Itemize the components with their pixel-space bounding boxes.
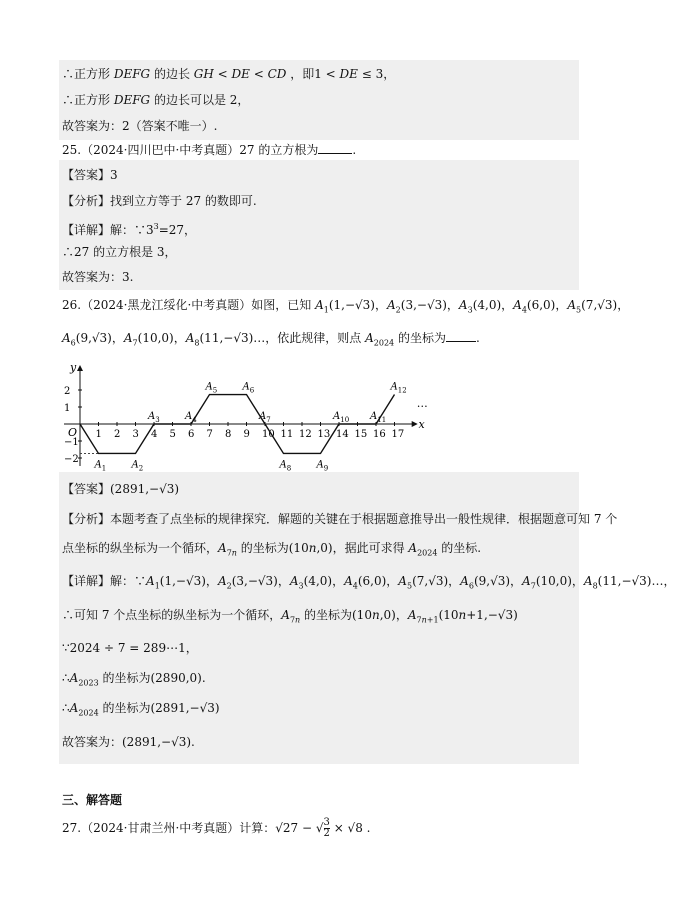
- point-label-a7: $A_7$: [259, 411, 271, 424]
- x-tick-label: 7: [206, 429, 213, 440]
- q26-answer: 【答案】(2891,−√3): [62, 482, 180, 496]
- y-tick-label: 2: [64, 386, 71, 397]
- x-tick-label: 4: [151, 429, 158, 440]
- q26-final: 故答案为：(2891,−√3).: [62, 735, 195, 749]
- x-tick-label: 10: [262, 429, 275, 440]
- x-tick-label: 6: [188, 429, 195, 440]
- q26-detail-1: 【详解】解：$\because A_1(1,-√3)$，$A_2(3,-√3)$，$A_3(4,0)$，$A_4(6,0)$，$A_5(7,√3)$，$A_6(9,√3)$，$A_7(10,0)$，$A_8(11,-√3)\dots$，: [62, 574, 675, 591]
- q25-analysis: 【分析】找到立方等于 27 的数即可.: [62, 194, 257, 208]
- x-tick-label: 5: [169, 429, 176, 440]
- x-tick-label: 16: [373, 429, 386, 440]
- x-tick-label: 13: [317, 429, 331, 440]
- y-tick-label: −1: [64, 437, 79, 448]
- q25-stem: 25.（2024·四川巴中·中考真题）27 的立方根为 .: [62, 143, 357, 157]
- q26-detail-3: ∵2024 ÷ 7 = 289⋯1，: [62, 641, 198, 655]
- q27-stem: 27.（2024·甘肃兰州·中考真题）计算：√27 − √ $\frac{3}{2}$ × √8 .: [62, 817, 371, 839]
- point-label-a4: $A_4$: [185, 411, 197, 424]
- coordinate-figure: [58, 361, 428, 473]
- prev-line-2: ∴正方形 DEFG 的边长可以是 2，: [62, 93, 250, 107]
- x-tick-label: 2: [114, 429, 121, 440]
- q26-detail-4: $\therefore A_{2023}$ 的坐标为(2890,0).: [62, 671, 206, 688]
- x-tick-label: 9: [243, 429, 250, 440]
- point-label-a3: $A_3$: [148, 411, 160, 424]
- x-tick-label: 17: [391, 429, 405, 440]
- prev-line-3: 故答案为：2（答案不唯一）.: [62, 119, 218, 133]
- prev-line-1: ∴正方形 DEFG 的边长 GH < DE < CD ，即1 < DE ≤ 3，: [62, 67, 396, 81]
- y-tick-label: 1: [64, 403, 71, 414]
- q25-final: 故答案为：3.: [62, 270, 134, 284]
- point-label-a2: $A_2$: [131, 459, 144, 473]
- origin-label: O: [68, 426, 78, 439]
- q26-analysis-2: 点坐标的纵坐标为一个循环，$A_{7n}$ 的坐标为(10n,0)，据此可求得 $A_{2024}$ 的坐标.: [62, 541, 482, 558]
- point-label-a11: $A_{11}$: [370, 411, 387, 424]
- point-label-a6: $A_6$: [242, 381, 255, 395]
- point-label-a12: $A_{12}$: [390, 381, 407, 395]
- q25-step: ∴27 的立方根是 3，: [62, 245, 177, 259]
- q26-analysis-1: 【分析】本题考查了点坐标的规律探究．解题的关键在于根据题意推导出一般性规律．根据题意可知 7 个: [62, 512, 618, 526]
- x-tick-label: 14: [336, 429, 349, 440]
- q26-detail-5: $\therefore A_{2024}$ 的坐标为(2891,−√3): [62, 701, 220, 718]
- q26-detail-2: ∴可知 7 个点坐标的纵坐标为一个循环，$A_{7n}$ 的坐标为(10n,0)，$A_{7n+1}(10n+1,-√3)$: [62, 608, 518, 625]
- y-axis-label: y: [70, 361, 77, 374]
- ellipsis: …: [416, 397, 428, 410]
- q25-detail: 【详解】解：$\because 3^3=27$，: [62, 222, 197, 237]
- point-label-a10: $A_{10}$: [333, 411, 350, 424]
- x-tick-label: 15: [354, 429, 368, 440]
- x-axis-label: x: [418, 418, 425, 431]
- section-title: 三、解答题: [62, 793, 123, 807]
- point-label-a5: $A_5$: [205, 381, 218, 395]
- point-label-a9: $A_9$: [316, 459, 329, 473]
- point-label-a8: $A_8$: [279, 459, 292, 473]
- x-tick-label: 12: [299, 429, 312, 440]
- point-label-a1: $A_1$: [94, 459, 107, 473]
- q26-stem-2: $A_6(9,√3)$，$A_7(10,0)$，$A_8(11,-√3)\dots$，依此规律，则点 $A_{2024}$ 的坐标为 .: [62, 331, 480, 348]
- q26-stem-1: 26.（2024·黑龙江绥化·中考真题）如图，已知 $A_1(1,-√3)$，$A_2(3,-√3)$，$A_3(4,0)$，$A_4(6,0)$，$A_5(7,√3)$，: [62, 298, 630, 315]
- x-tick-label: 1: [95, 429, 102, 440]
- q25-answer: 【答案】3: [62, 168, 118, 182]
- x-tick-label: 3: [132, 429, 139, 440]
- x-tick-label: 11: [280, 429, 294, 440]
- x-tick-label: 8: [225, 429, 232, 440]
- y-tick-label: −2: [64, 454, 79, 465]
